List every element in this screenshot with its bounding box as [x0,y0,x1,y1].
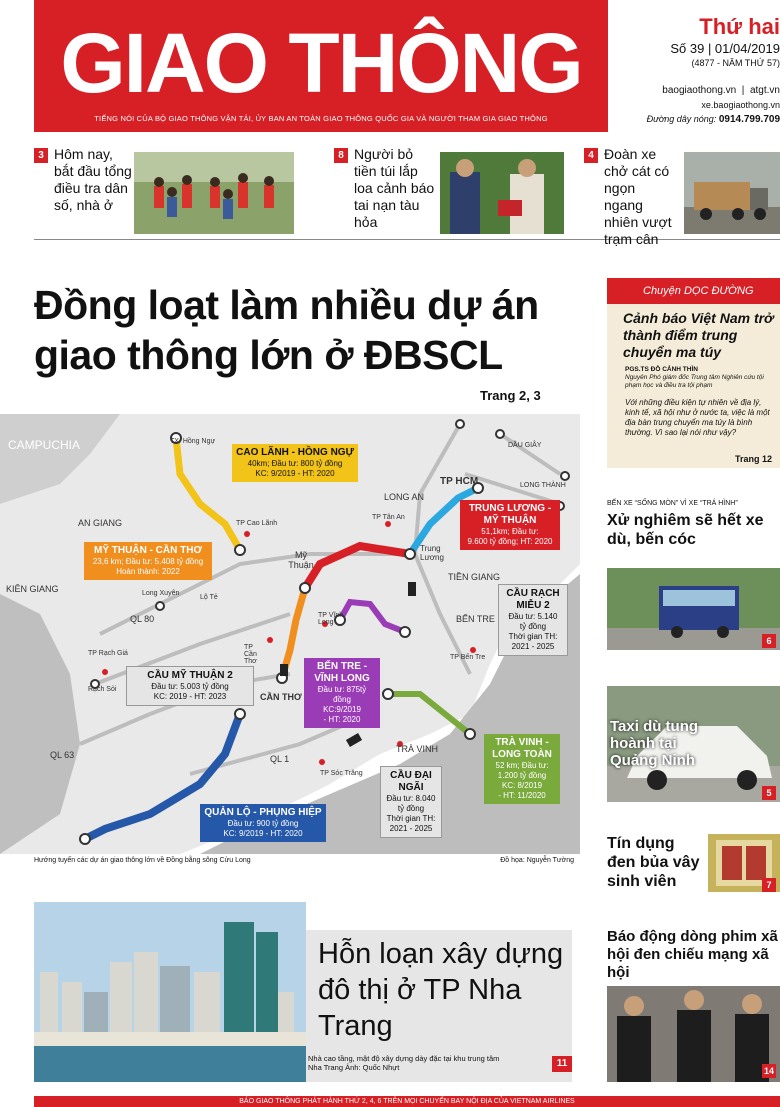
page-number: 14 [763,1066,774,1076]
site-link[interactable]: atgt.vn [749,85,780,96]
teaser-row [34,142,780,247]
map-place: TRÀ VINH [396,744,439,754]
project-detail: KC: 8/2019 [501,781,543,790]
masthead-tagline: TIẾNG NÓI CỦA BỘ GIAO THÔNG VẬN TẢI, ỦY BAN AN TOÀN GIAO THÔNG QUỐC GIA VÀ NGƯỜI THAM GIA GIAO THÔNG [94,114,548,123]
map-place: QL 80 [130,614,155,624]
project-title: MỸ THUẬN - CẦN THƠ [94,545,202,556]
project-box-quan-lo-phung-hiep [200,804,326,842]
page-number: 3 [34,148,48,163]
project-box-cau-dai-ngai [380,766,442,838]
map-place: TP Tân An [372,514,405,521]
project-title: TRUNG LƯƠNG - MỸ THUẬN [468,503,552,526]
project-box-cau-my-thuan-2 [126,666,254,706]
site-link[interactable]: xe.baogiaothong.vn [701,100,780,110]
project-detail: - HT: 2020 [323,715,361,724]
project-detail: KC: 2019 - HT: 2023 [153,692,227,701]
teaser[interactable] [334,148,564,236]
teaser[interactable] [584,146,780,247]
column-title: Cảnh báo Việt Nam trở thành điểm trung chuyển ma túy [623,310,774,360]
issue-info: Thứ hai Số 39 | 01/04/2019 (4877 - NĂM THỨ 57) baogiaothong.vn | atgt.vn xe.baogiaothong.vn Đường dây nóng: 0914.799.709 [620,14,780,127]
project-detail: tỷ đồng [519,622,547,631]
story-title[interactable]: Xử nghiêm sẽ hết xe dù, bến cóc [607,512,764,548]
project-detail: Hoàn thành: 2022 [116,567,180,576]
caption-text: Hướng tuyến các dự án giao thông lớn về Đồng bằng sông Cửu Long [34,857,251,864]
project-title: CẦU MỸ THUẬN 2 [147,670,233,681]
map-place: TP Vĩnh Long [318,612,344,626]
story-kicker: BẾN XE “SỐNG MÒN” VÌ XE “TRÁ HÌNH” [607,500,738,507]
gangster-film-photo [607,986,780,1082]
bus-station-photo [607,568,780,650]
map-place: TX. Hồng Ngự [170,438,216,445]
teaser-title: Người bỏ tiền túi lắp loa cảnh báo tai nạn tàu hỏa [354,146,435,230]
page-number: 11 [552,1056,572,1072]
teaser-title: Hôm nay, bắt đầu tổng điều tra dân số, nhà ở [54,146,132,213]
project-detail: Đầu tư: 5.140 [508,612,558,621]
column-excerpt: Với những điều kiện tự nhiên về địa lý, kinh tế, xã hội như ở nước ta, việc là một địa bàn trung chuyển ma túy là bình thường. Vì sao lại nói như vậy? [625,398,770,437]
map-place: QL 63 [50,750,75,760]
site-link[interactable]: baogiaothong.vn [662,85,737,96]
map-place: DẦU GIÂY [508,442,542,449]
project-detail: 2021 - 2025 [511,642,555,651]
project-detail: 9.600 tỷ đồng; HT: 2020 [467,537,553,546]
nha-trang-headline: Hỗn loạn xây dựng đô thị ở TP Nha Trang [318,938,564,1042]
page-number: 6 [762,634,776,648]
map-place: AN GIANG [78,518,123,528]
project-detail: KC: 9/2019 - HT: 2020 [255,469,335,478]
map-place: Long Xuyên [142,590,180,597]
map-place: TP Cao Lãnh [236,520,278,527]
map-place: Trung Lương [420,544,444,562]
main-headline[interactable]: Đồng loạt làm nhiều dự án giao thông lớn ở ĐBSCL [34,282,539,378]
map-place: TIỀN GIANG [448,572,501,582]
map-place: LONG AN [384,492,425,502]
chuyen-doc-duong-box[interactable] [607,278,780,468]
map-place: TP Rạch Giá [88,650,128,657]
project-detail: 52 km; Đầu tư: [495,761,549,770]
project-detail: 2021 - 2025 [389,824,433,833]
project-detail: tỷ đồng [397,804,425,813]
hotline-number: 0914.799.709 [718,114,780,125]
map-place: CẦN THƠ [260,692,302,702]
speaker-donation-photo [440,152,564,234]
author-name: PGS.TS ĐỖ CẢNH THÌN [625,366,698,373]
map-place: TP Cần Thơ [244,644,257,665]
project-detail: 1.200 tỷ đồng [497,771,547,780]
map-place: QL 1 [270,754,290,764]
project-box-my-thuan-can-tho [84,542,212,580]
project-title: TRÀ VINH - LONG TOÀN [492,737,552,760]
nha-trang-skyline-photo [34,902,306,1082]
map-place: TP HCM [440,476,479,487]
project-detail: Đầu tư: 8.040 [386,794,436,803]
project-title: CẦU ĐẠI NGÃI [390,770,432,793]
project-box-cau-rach-mieu-2 [498,584,568,656]
page-number: 8 [334,148,348,163]
project-detail: Thời gian TH: [508,632,558,641]
project-box-trung-luong-my-thuan [460,500,560,550]
children-photo [134,152,294,234]
project-detail: KC:9/2019 [323,705,361,714]
sand-truck-photo [684,152,780,234]
map-place: Mỹ Thuận [288,550,314,570]
newspaper-logo: GIAO THÔNG [60,16,582,110]
project-detail: Đầu tư: 5.003 tỷ đồng [151,682,229,691]
project-detail: 51,1km; Đầu tư: [481,527,539,536]
nha-trang-caption [308,1054,508,1072]
graphic-credit: Đồ họa: Nguyễn Tường [500,857,574,864]
project-detail: 40km; Đầu tư: 800 tỷ đồng [247,459,343,468]
map-place: Rạch Sỏi [88,686,117,693]
footer-banner: BÁO GIAO THÔNG PHÁT HÀNH THỨ 2, 4, 6 TRÊN MỌI CHUYẾN BAY NỘI ĐỊA CỦA VIETNAM AIRLINES [34,1096,780,1107]
caption-text: Nhà cao tầng, mật độ xây dựng dày đặc tại khu trung tâm Nha Trang [308,1054,500,1072]
project-box-cao-lanh-hong-ngu [232,444,358,482]
column-author [625,366,775,390]
issue-sub: (4877 - NĂM THỨ 57) [691,58,780,68]
story-title[interactable]: Tín dụng đen bủa vây sinh viên [607,835,700,890]
project-title: CAO LÃNH - HỒNG NGỰ [236,447,354,458]
project-detail: KC: 9/2019 - HT: 2020 [223,829,303,838]
project-detail: 23,6 km; Đầu tư: 5.408 tỷ đồng [92,557,204,566]
project-box-ben-tre-vinh-long [304,658,380,728]
map-place: CAMPUCHIA [8,438,81,452]
issue-day: Thứ hai [699,14,780,39]
project-map [0,414,580,854]
masthead [34,0,608,132]
column-header: Chuyện DỌC ĐƯỜNG [607,278,780,304]
teaser[interactable] [34,148,304,236]
project-box-tra-vinh-long-toan [484,734,560,804]
headline-page-ref: Trang 2, 3 [480,388,541,403]
project-detail: Thời gian TH: [386,814,436,823]
project-detail: Đầu tư: 875tỷ đồng [317,685,367,704]
issue-number: Số 39 | 01/04/2019 [670,41,780,56]
project-detail: Đầu tư: 900 tỷ đồng [227,819,299,828]
page-number: 5 [762,786,776,800]
photo-credit: Ảnh: Quốc Nhựt [345,1063,400,1072]
map-place: TP Sóc Trăng [320,770,363,777]
map-place: TP Bến Tre [450,654,486,661]
map-place: LONG THÀNH [520,482,566,489]
project-detail: - HT: 11/2020 [498,791,546,800]
project-title: BẾN TRE - VĨNH LONG [314,661,370,684]
hotline-label: Đường dây nóng: [646,114,717,124]
teaser-title: Đoàn xe chở cát có ngọn ngang nhiên vượt trạm cân [604,146,672,247]
page-ref: Trang 12 [734,454,772,464]
project-title: QUẢN LỘ - PHỤNG HIỆP [204,807,322,818]
map-place: BẾN TRE [456,614,495,624]
project-title: CẦU RẠCH MIỄU 2 [506,588,560,611]
page-number: 7 [762,878,776,892]
story-title[interactable]: Báo động dòng phim xã hội đen chiếu mạng xã hội [607,928,778,981]
map-place: Lộ Tẻ [200,594,218,601]
story-title[interactable]: Taxi dù tung hoành tại Quảng Ninh [610,718,699,769]
page-number: 4 [584,148,598,163]
map-caption [34,857,574,864]
author-role: Nguyên Phó giám đốc Trung tâm Nghiên cứu tội phạm học và điều tra tội phạm [625,374,764,389]
map-place: KIÊN GIANG [6,584,59,594]
